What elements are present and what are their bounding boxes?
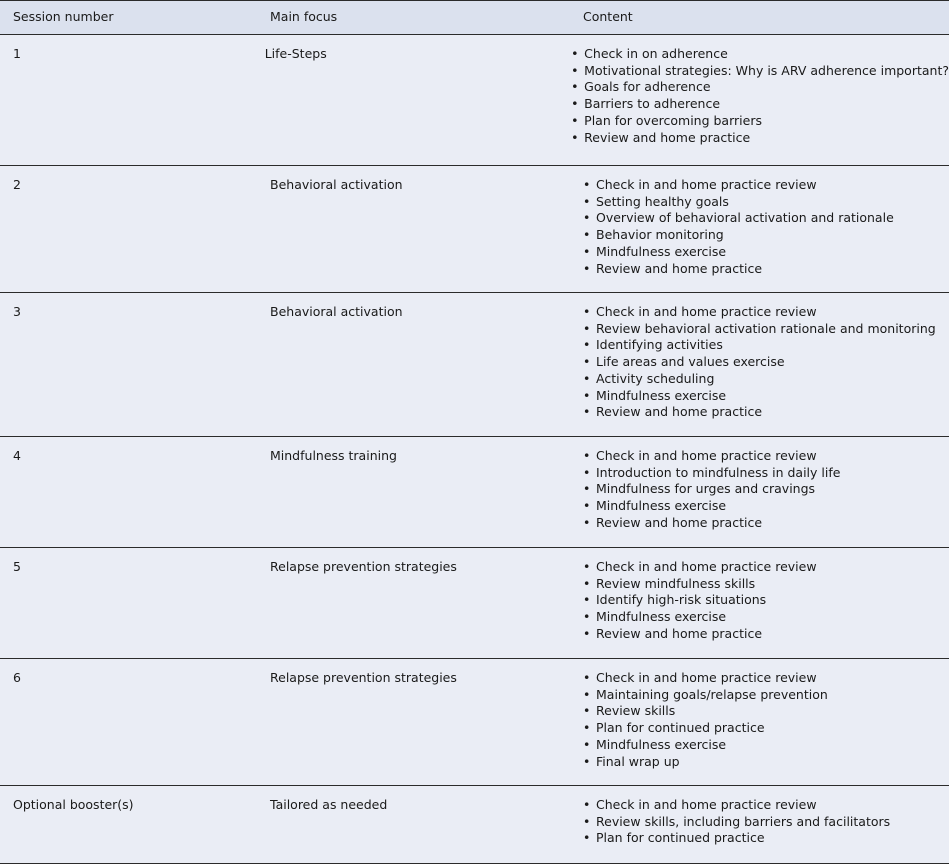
main-focus-cell: Behavioral activation [270, 177, 403, 192]
content-list-item: • Mindfulness exercise [583, 737, 949, 754]
session-number-cell: 3 [13, 304, 21, 319]
content-cell [571, 448, 949, 547]
main-focus-cell: Tailored as needed [270, 797, 388, 812]
content-list-item: • Setting healthy goals [583, 194, 949, 211]
main-focus-cell: Relapse prevention strategies [270, 559, 457, 574]
content-list-item: • Mindfulness exercise [583, 498, 949, 515]
content-list-item: • Check in and home practice review [583, 177, 949, 194]
header-main-focus: Main focus [270, 9, 338, 25]
content-list-item: • Barriers to adherence [571, 96, 949, 113]
content-list-item: • Mindfulness for urges and cravings [583, 481, 949, 498]
content-list-item: • Overview of behavioral activation and rationale [583, 210, 949, 227]
content-cell [559, 46, 949, 165]
content-list [583, 559, 949, 643]
content-list [583, 797, 949, 847]
content-cell [571, 304, 949, 436]
content-list-item: • Identify high-risk situations [583, 592, 949, 609]
content-list-item: • Goals for adherence [571, 79, 949, 96]
session-number-cell: 5 [13, 559, 21, 574]
content-list-item: • Review and home practice [583, 515, 949, 532]
content-list-item: • Check in on adherence [571, 46, 949, 63]
table-header [0, 1, 949, 35]
content-list-item: • Review and home practice [571, 130, 949, 147]
content-list [583, 177, 949, 277]
table-row [0, 166, 949, 293]
content-list [571, 46, 949, 146]
content-cell [571, 559, 949, 658]
content-list [583, 304, 949, 421]
content-list-item: • Check in and home practice review [583, 304, 949, 321]
content-list-item: • Behavior monitoring [583, 227, 949, 244]
content-list-item: • Check in and home practice review [583, 559, 949, 576]
table-row [0, 437, 949, 548]
content-list-item: • Review and home practice [583, 261, 949, 278]
content-list-item: • Introduction to mindfulness in daily life [583, 465, 949, 482]
table-row [0, 786, 949, 864]
content-list-item: • Check in and home practice review [583, 670, 949, 687]
content-list-item: • Check in and home practice review [583, 797, 949, 814]
session-number-cell: 4 [13, 448, 21, 463]
content-list-item: • Review mindfulness skills [583, 576, 949, 593]
content-list-item: • Review behavioral activation rationale and monitoring [583, 321, 949, 338]
content-list-item: • Plan for continued practice [583, 720, 949, 737]
main-focus-cell: Behavioral activation [270, 304, 403, 319]
content-list-item: • Motivational strategies: Why is ARV adherence important? [571, 63, 949, 80]
table-row [0, 659, 949, 786]
content-list-item: • Review skills [583, 703, 949, 720]
content-list-item: • Review skills, including barriers and facilitators [583, 814, 949, 831]
content-list-item: • Plan for continued practice [583, 830, 949, 847]
content-list-item: • Plan for overcoming barriers [571, 113, 949, 130]
content-list-item: • Check in and home practice review [583, 448, 949, 465]
content-list-item: • Mindfulness exercise [583, 388, 949, 405]
content-cell [571, 177, 949, 292]
main-focus-cell: Relapse prevention strategies [270, 670, 457, 685]
table-row [0, 548, 949, 659]
content-list-item: • Mindfulness exercise [583, 609, 949, 626]
header-content: Content [583, 9, 633, 25]
content-list [583, 448, 949, 532]
session-number-cell: Optional booster(s) [13, 797, 134, 812]
content-cell [571, 797, 949, 863]
content-list-item: • Identifying activities [583, 337, 949, 354]
content-list-item: • Final wrap up [583, 754, 949, 771]
content-cell [571, 670, 949, 785]
content-list-item: • Mindfulness exercise [583, 244, 949, 261]
table-body [0, 35, 949, 864]
content-list-item: • Review and home practice [583, 626, 949, 643]
session-number-cell: 2 [13, 177, 21, 192]
content-list-item: • Maintaining goals/relapse prevention [583, 687, 949, 704]
session-number-cell: 1 [13, 46, 21, 61]
main-focus-cell: Life-Steps [264, 46, 327, 61]
main-focus-cell: Mindfulness training [270, 448, 397, 463]
header-session-number: Session number [13, 9, 114, 25]
content-list [583, 670, 949, 770]
table-row [0, 293, 949, 437]
content-list-item: • Life areas and values exercise [583, 354, 949, 371]
content-list-item: • Review and home practice [583, 404, 949, 421]
table-row [0, 35, 949, 166]
session-number-cell: 6 [13, 670, 21, 685]
content-list-item: • Activity scheduling [583, 371, 949, 388]
